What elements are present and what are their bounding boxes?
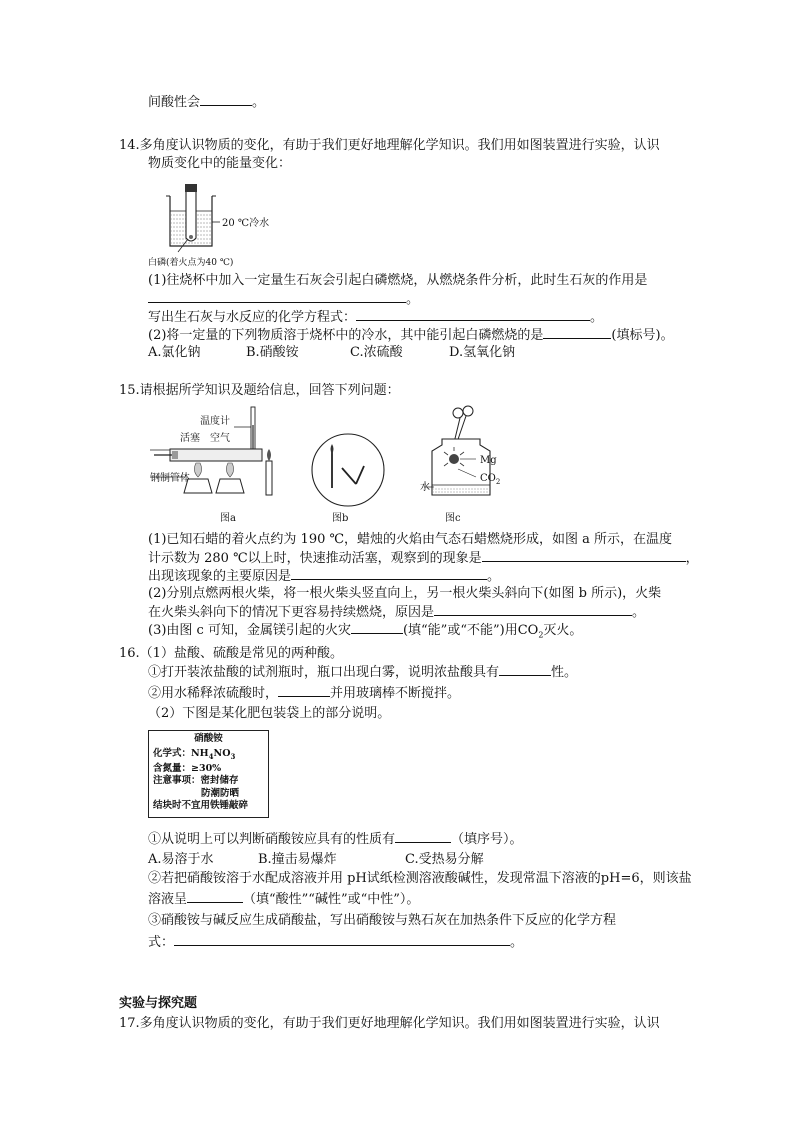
q15-part3-text: (3)由图 c 可知，金属镁引起的火灾	[148, 623, 351, 638]
caption-figure-c: 图c	[445, 513, 461, 524]
label-co2-sub: 2	[495, 478, 501, 486]
q15-part3-tail: 灭火。	[543, 623, 583, 638]
label-formula-mid: NO	[213, 747, 231, 759]
q14-part1: (1)往烧杯中加入一定量生石灰会引起白磷燃烧，从燃烧条件分析，此时生石灰的作用是	[148, 273, 648, 288]
fragment-end: 。	[252, 95, 266, 110]
q16-sub2-end: 并用玻璃棒不断搅拌。	[330, 686, 461, 701]
q16-sub1	[148, 663, 577, 682]
answer-blank[interactable]	[148, 290, 406, 303]
q15-part1c	[148, 567, 500, 586]
q16-option: B.撞击易爆炸	[258, 852, 337, 867]
figure-b	[308, 430, 388, 510]
q15-part3-end: (填“能”或“不能”)用CO	[402, 623, 539, 638]
label-air: 空气	[210, 433, 230, 444]
answer-blank[interactable]	[395, 830, 451, 843]
q15-part2b-text: 在火柴头斜向下的情况下更容易持续燃烧，原因是	[148, 605, 435, 620]
q16-a1-end: （填序号）。	[451, 832, 523, 847]
q14-part2-end: (填标号)。	[611, 328, 674, 343]
answer-blank[interactable]	[200, 93, 252, 106]
q16-a3b	[148, 933, 523, 952]
label-formula-sub1: 4	[208, 751, 214, 761]
q16-a3b-end: 。	[510, 935, 524, 950]
section-heading: 实验与探究题	[119, 996, 198, 1011]
q14-part1b	[148, 308, 603, 327]
label-formula-sub2: 3	[230, 751, 236, 761]
q14-part1-end: 。	[406, 292, 420, 307]
q16-a1	[148, 830, 523, 849]
answer-blank[interactable]	[434, 603, 632, 616]
q16-a1-text: ①从说明上可以判断硝酸铵应具有的性质有	[148, 832, 396, 847]
q16-line1: 16.（1）盐酸、硫酸是常见的两种酸。	[119, 646, 343, 661]
q15-part1c-text: 出现该现象的主要原因是	[148, 569, 292, 584]
q16-sub1-text: ①打开装浓盐酸的试剂瓶时，瓶口出现白雾，说明浓盐酸具有	[148, 665, 500, 680]
label-note2: 防潮防晒	[201, 787, 240, 799]
fertilizer-label	[148, 730, 269, 818]
q15-part3	[148, 621, 582, 645]
label-title: 硝酸铵	[194, 733, 223, 744]
q15-part2b-end: 。	[632, 605, 646, 620]
q14-line1: 14.多角度认识物质的变化，有助于我们更好地理解化学知识。我们用如图装置进行实验，认识	[119, 138, 660, 153]
answer-blank[interactable]	[499, 663, 551, 676]
label-steel-tube: 钢制管体	[150, 473, 190, 484]
q14-option: B.硝酸铵	[246, 345, 299, 360]
q15-part1b	[148, 549, 699, 568]
q17-line1: 17.多角度认识物质的变化，有助于我们更好地理解化学知识。我们用如图装置进行实验，认识	[119, 1016, 660, 1031]
q16-a2b-text: 溶液呈	[148, 892, 188, 907]
label-piston: 活塞	[180, 433, 200, 444]
q15-part1b-end: ，	[685, 551, 699, 566]
q15-part1c-end: 。	[487, 569, 501, 584]
answer-blank[interactable]	[351, 621, 403, 634]
q16-a2b	[148, 890, 419, 909]
q14-part2	[148, 326, 674, 345]
answer-blank[interactable]	[356, 308, 590, 321]
label-cold-water: 20 ℃冷水	[222, 218, 270, 229]
q16-line2: （2）下图是某化肥包装袋上的部分说明。	[148, 706, 391, 721]
q15-line1: 15.请根据所学知识及题给信息，回答下列问题：	[119, 383, 400, 398]
label-water: 水	[420, 482, 430, 493]
answer-blank[interactable]	[291, 567, 487, 580]
caption-figure-a: 图a	[220, 513, 236, 524]
label-note3: 结块时不宜用铁锤敲碎	[153, 800, 249, 812]
q16-option: A.易溶于水	[148, 852, 214, 867]
q16-a3b-text: 式：	[148, 935, 175, 950]
answer-blank[interactable]	[543, 326, 611, 339]
q14-option: D.氢氧化钠	[449, 345, 516, 360]
answer-blank[interactable]	[278, 684, 330, 697]
label-nitrogen: 含氮量：≥30%	[153, 762, 222, 774]
q14-part1b-text: 写出生石灰与水反应的化学方程式：	[148, 310, 357, 325]
answer-blank[interactable]	[187, 890, 243, 903]
answer-blank[interactable]	[482, 549, 686, 562]
label-mg: Mg	[480, 455, 497, 466]
q16-sub1-end: 性。	[551, 665, 578, 680]
q16-sub2-text: ②用水稀释浓硫酸时，	[148, 686, 279, 701]
q15-part2a: (2)分别点燃两根火柴，将一根火柴头竖直向上，另一根火柴头斜向下(如图 b 所示)，火柴	[148, 586, 662, 601]
fragment-text: 间酸性会	[148, 95, 201, 110]
q14-part1b-end: 。	[590, 310, 604, 325]
q15-part3-sub: 2	[538, 630, 544, 640]
label-co2	[480, 470, 500, 491]
caption-figure-b: 图b	[332, 513, 349, 524]
q16-a2b-end: （填“酸性”“碱性”或“中性”）。	[243, 892, 420, 907]
label-note1: 注意事项：密封储存	[153, 775, 239, 787]
q14-option: A.氯化钠	[148, 345, 201, 360]
label-thermometer: 温度计	[200, 416, 230, 427]
label-formula-text: 化学式：NH	[153, 747, 209, 759]
answer-blank[interactable]	[174, 933, 510, 946]
label-co2-text: CO	[480, 473, 496, 484]
label-formula	[153, 748, 264, 763]
fragment-line	[148, 93, 265, 112]
q16-sub2	[148, 684, 460, 703]
q14-part2-text: (2)将一定量的下列物质溶于烧杯中的冷水，其中能引起白磷燃烧的是	[148, 328, 544, 343]
q15-part1b-text: 计示数为 280 ℃以上时，快速推动活塞，观察到的现象是	[148, 551, 482, 566]
q15-part2b	[148, 603, 645, 622]
q15-part1a: (1)已知石蜡的着火点约为 190 ℃，蜡烛的火焰由气态石蜡燃烧形成，如图 a 所示，在温度	[148, 532, 673, 547]
q14-part1-answer	[148, 290, 419, 309]
label-white-phosphorus: 白磷(着火点为40 ℃)	[148, 258, 234, 268]
q16-option: C.受热易分解	[405, 852, 484, 867]
q16-a3: ③硝酸铵与碱反应生成硝酸盐，写出硝酸铵与熟石灰在加热条件下反应的化学方程	[148, 913, 617, 928]
q14-option: C.浓硫酸	[350, 345, 403, 360]
q14-line2: 物质变化中的能量变化：	[148, 156, 292, 171]
q16-a2: ②若把硝酸铵溶于水配成溶液并用 pH试纸检测溶液酸碱性，发现常温下溶液的pH=6，则该盐	[148, 871, 692, 886]
